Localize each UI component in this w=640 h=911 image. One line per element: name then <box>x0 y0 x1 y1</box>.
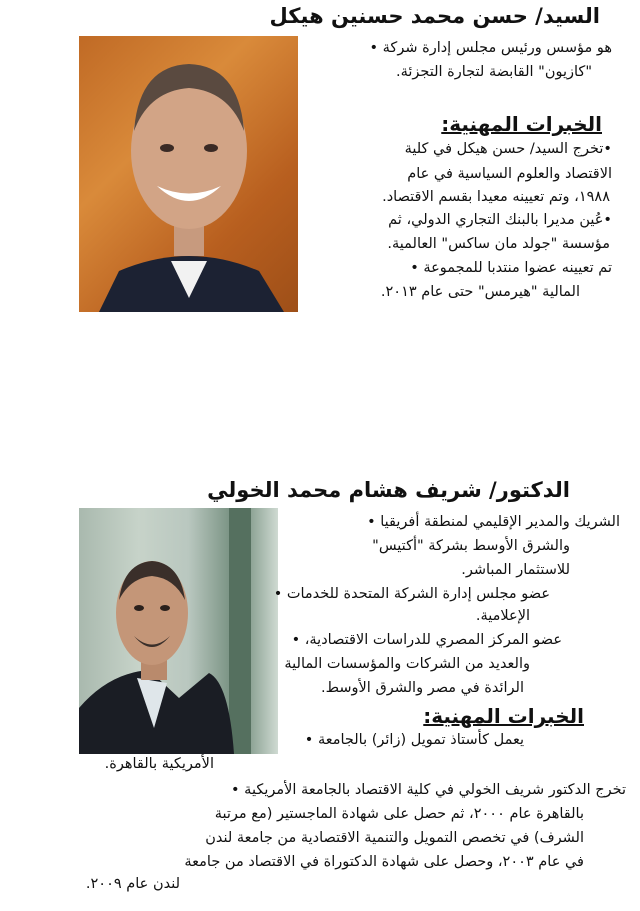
person1-heading: الخبرات المهنية: <box>441 112 602 136</box>
person1-photo <box>79 36 298 312</box>
person2-line-7: لندن عام ٢٠٠٩. <box>85 876 180 892</box>
person1-line-5: مؤسسة "جولد مان ساكس" العالمية. <box>387 236 610 252</box>
person2-intro-1: الشريك والمدير الإقليمي لمنطقة أفريقيا • <box>367 514 620 530</box>
person2-name: الدكتور/ شريف هشام محمد الخولي <box>207 478 570 502</box>
person2-intro-8: الرائدة في مصر والشرق الأوسط. <box>321 680 524 696</box>
person2-intro-4: عضو مجلس إدارة الشركة المتحدة للخدمات • <box>273 586 550 602</box>
person2-line-1: يعمل كأستاذ تمويل (زائر) بالجامعة • <box>304 732 524 748</box>
person1-portrait-icon <box>79 36 298 312</box>
person1-line-6: تم تعيينه عضوا منتدبا للمجموعة • <box>410 260 612 276</box>
person2-intro-2: والشرق الأوسط بشركة "أكتيس" <box>372 538 570 554</box>
person2-intro-6: عضو المركز المصري للدراسات الاقتصادية، • <box>291 632 562 648</box>
person2-line-6: في عام ٢٠٠٣، وحصل على شهادة الدكتوراة في الاقتصاد من جامعة <box>184 854 584 870</box>
person1-intro-1: هو مؤسس ورئيس مجلس إدارة شركة • <box>369 40 612 56</box>
person2-portrait-icon <box>79 508 278 754</box>
person1-line-7: المالية "هيرمس" حتى عام ٢٠١٣. <box>380 284 580 300</box>
person2-line-3: تخرج الدكتور شريف الخولي في كلية الاقتصاد بالجامعة الأمريكية • <box>231 782 626 798</box>
person2-intro-3: للاستثمار المباشر. <box>461 562 570 578</box>
person2-line-5: الشرف) في تخصص التمويل والتنمية الاقتصادية من جامعة لندن <box>205 830 584 846</box>
person1-name: السيد/ حسن محمد حسنين هيكل <box>269 4 600 28</box>
person2-intro-7: والعديد من الشركات والمؤسسات المالية <box>284 656 530 672</box>
person1-line-1: •تخرج السيد/ حسن هيكل في كلية <box>404 141 612 157</box>
person1-line-2: الاقتصاد والعلوم السياسية في عام <box>407 166 612 182</box>
person2-photo <box>79 508 278 754</box>
person1-line-4: •عُين مديرا بالبنك التجاري الدولي، ثم <box>388 212 612 228</box>
person2-intro-5: الإعلامية. <box>475 608 530 624</box>
person1-intro-2: "كازيون" القابضة لتجارة التجزئة. <box>395 64 592 80</box>
person2-heading: الخبرات المهنية: <box>423 704 584 728</box>
person1-line-3: ١٩٨٨، وتم تعيينه معيدا بقسم الاقتصاد. <box>382 189 610 205</box>
person2-line-4: بالقاهرة عام ٢٠٠٠، ثم حصل على شهادة الماجستير (مع مرتبة <box>214 806 584 822</box>
person2-line-2: الأمريكية بالقاهرة. <box>104 756 214 772</box>
